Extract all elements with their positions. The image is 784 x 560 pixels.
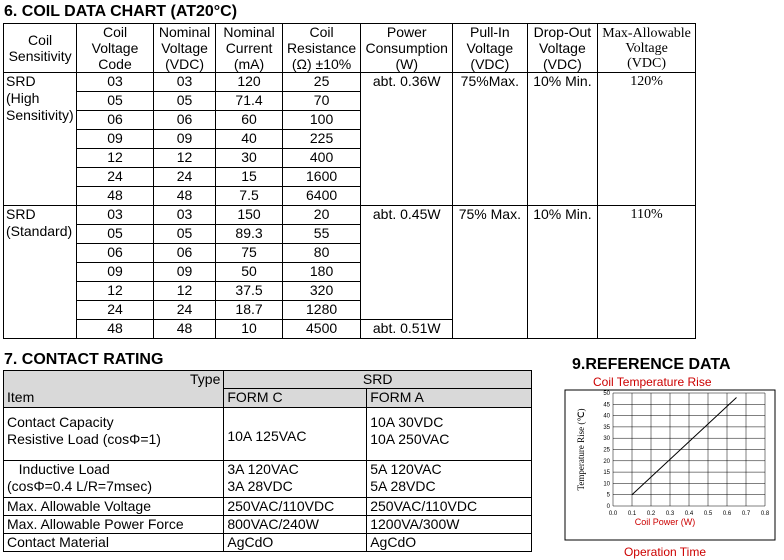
- contact-item-cell: [4, 497, 224, 515]
- contact-header-row-1: [4, 371, 532, 389]
- coil-header-line: Max-Allowable: [602, 25, 691, 41]
- contact-cell-line: AgCdO: [370, 533, 417, 550]
- y-axis-label: Temperature Rise (℃): [576, 408, 586, 491]
- maxallow-cell: 120%: [598, 73, 696, 206]
- coil-header-line: Power: [386, 24, 427, 40]
- form-a-value-cell: [367, 533, 532, 551]
- coil-voltage-code-cell: 05: [77, 92, 154, 111]
- coil-header-line: Voltage: [466, 40, 514, 56]
- coil-data-heading: 6. COIL DATA CHART (AT20°C): [4, 3, 238, 20]
- coil-group-name: [4, 73, 77, 206]
- nominal-current-cell: 120: [216, 73, 283, 92]
- coil-row: [4, 206, 696, 225]
- contact-row: [4, 460, 532, 497]
- coil-header-line: Coil: [28, 32, 53, 48]
- coil-voltage-code-cell: 48: [77, 187, 154, 206]
- coil-voltage-code-cell: 24: [77, 168, 154, 187]
- contact-cell-line: 1200VA/300W: [370, 515, 460, 532]
- nominal-voltage-cell: 03: [153, 206, 215, 225]
- contact-cell-line: 10A 30VDC: [370, 413, 444, 430]
- coil-resistance-cell: 320: [282, 282, 361, 301]
- coil-group-name: [4, 206, 77, 339]
- x-tick-label: 0.2: [646, 511, 656, 517]
- y-tick-label: 20: [603, 458, 610, 465]
- coil-header-line: Coil: [309, 24, 334, 40]
- coil-header-line: Voltage: [161, 40, 208, 56]
- coil-header-line: Voltage: [91, 40, 139, 56]
- nominal-current-cell: 89.3: [216, 225, 283, 244]
- contact-cell-line: AgCdO: [227, 533, 274, 550]
- reference-data-section: [557, 352, 784, 560]
- y-tick-label: 40: [603, 413, 610, 420]
- coil-header-line: (VDC): [542, 56, 582, 72]
- srd-label: SRD: [224, 371, 532, 389]
- nominal-current-cell: 15: [216, 168, 283, 187]
- coil-voltage-code-cell: 09: [77, 130, 154, 149]
- coil-resistance-cell: 4500: [282, 320, 361, 339]
- coil-voltage-code-cell: 24: [77, 301, 154, 320]
- contact-cell-line: Contact Capacity: [7, 413, 114, 430]
- coil-header-line: Voltage: [539, 40, 586, 56]
- contact-item-cell: [4, 515, 224, 533]
- contact-cell-line: Inductive Load: [7, 460, 110, 477]
- contact-item-cell: [4, 533, 224, 551]
- coil-resistance-cell: 25: [282, 73, 361, 92]
- maxallow-cell: 110%: [598, 206, 696, 339]
- form-a-value-cell: [367, 515, 532, 533]
- coil-voltage-code-cell: 03: [77, 206, 154, 225]
- coil-header-line: (W): [395, 56, 418, 72]
- dropout-cell: 10% Min.: [527, 73, 598, 206]
- coil-resistance-cell: 55: [282, 225, 361, 244]
- coil-header-line: (mA): [233, 56, 265, 72]
- coil-voltage-code-cell: 12: [77, 282, 154, 301]
- nominal-current-cell: 75: [216, 244, 283, 263]
- contact-header-row-2: [4, 389, 532, 408]
- contact-row: [4, 515, 532, 533]
- y-tick-label: 25: [603, 447, 610, 454]
- form-c-value-cell: [224, 407, 367, 460]
- coil-resistance-cell: 6400: [282, 187, 361, 206]
- coil-header-nominal_v: [153, 24, 215, 73]
- nominal-voltage-cell: 03: [153, 73, 215, 92]
- coil-header-line: (VDC): [165, 56, 204, 72]
- y-tick-label: 35: [603, 424, 610, 431]
- coil-group-name-line: SRD: [6, 206, 36, 222]
- contact-cell-line: 10A 125VAC: [227, 428, 307, 444]
- coil-group-name-line: (High: [6, 90, 40, 106]
- coil-header-maxallow: [598, 24, 696, 73]
- nominal-voltage-cell: 12: [153, 149, 215, 168]
- coil-resistance-cell: 1280: [282, 301, 361, 320]
- pullin-cell: 75% Max.: [453, 206, 528, 339]
- y-tick-label: 0: [606, 504, 610, 510]
- contact-row: [4, 497, 532, 515]
- coil-header-line: Current: [225, 40, 273, 56]
- coil-voltage-code-cell: 05: [77, 225, 154, 244]
- nominal-voltage-cell: 24: [153, 168, 215, 187]
- x-tick-label: 0.5: [703, 511, 713, 517]
- x-tick-label: 0.1: [627, 511, 637, 517]
- coil-voltage-code-cell: 09: [77, 263, 154, 282]
- chart-frame: [565, 390, 775, 540]
- coil-header-line: Resistance: [286, 40, 357, 56]
- nominal-current-cell: 40: [216, 130, 283, 149]
- contact-cell-line: Max. Allowable Power Force: [7, 515, 184, 532]
- coil-voltage-code-cell: 12: [77, 149, 154, 168]
- contact-item-cell: [4, 407, 224, 460]
- y-tick-label: 15: [603, 470, 610, 477]
- form-a-label: FORM A: [367, 389, 532, 408]
- nominal-voltage-cell: 06: [153, 244, 215, 263]
- nominal-voltage-cell: 05: [153, 92, 215, 111]
- contact-row: [4, 533, 532, 551]
- contact-cell-line: 3A 120VAC: [227, 460, 299, 477]
- nominal-current-cell: 71.4: [216, 92, 283, 111]
- nominal-voltage-cell: 24: [153, 301, 215, 320]
- item-label: Item: [4, 389, 224, 408]
- form-c-value-cell: [224, 460, 367, 497]
- contact-cell-line: 250VAC/110VDC: [227, 497, 335, 514]
- coil-header-code: [77, 24, 154, 73]
- dropout-cell: 10% Min.: [527, 206, 598, 339]
- coil-resistance-cell: 1600: [282, 168, 361, 187]
- power-consumption-cell: abt. 0.51W: [361, 320, 453, 339]
- nominal-current-cell: 150: [216, 206, 283, 225]
- contact-cell-line: 5A 120VAC: [370, 460, 442, 477]
- reference-data-heading: 9.REFERENCE DATA: [572, 356, 731, 373]
- coil-header-sensitivity: [4, 24, 77, 73]
- coil-header-pullin: [453, 24, 528, 73]
- nominal-voltage-cell: 12: [153, 282, 215, 301]
- coil-voltage-code-cell: 06: [77, 111, 154, 130]
- power-consumption-cell: abt. 0.36W: [361, 73, 453, 206]
- x-tick-label: 0.3: [665, 511, 675, 517]
- x-tick-label: 0.0: [608, 511, 618, 517]
- contact-rating-table: [3, 370, 532, 552]
- coil-voltage-code-cell: 48: [77, 320, 154, 339]
- coil-header-line: Nominal: [223, 24, 275, 40]
- temperature-rise-line: [632, 398, 737, 495]
- nominal-current-cell: 37.5: [216, 282, 283, 301]
- contact-cell-line: (cosΦ=0.4 L/R=7msec): [7, 477, 153, 494]
- contact-cell-line: 250VAC/110VDC: [370, 497, 478, 514]
- y-tick-label: 50: [603, 391, 610, 397]
- y-tick-label: 5: [606, 492, 610, 499]
- x-tick-label: 0.6: [722, 511, 732, 517]
- coil-header-line: Voltage: [625, 40, 668, 56]
- coil-resistance-cell: 70: [282, 92, 361, 111]
- nominal-current-cell: 30: [216, 149, 283, 168]
- contact-rating-heading: 7. CONTACT RATING: [4, 351, 164, 368]
- coil-header-line: (Ω) ±10%: [291, 56, 352, 72]
- nominal-voltage-cell: 05: [153, 225, 215, 244]
- coil-header-current: [216, 24, 283, 73]
- coil-resistance-cell: 20: [282, 206, 361, 225]
- y-tick-label: 45: [603, 402, 610, 409]
- contact-cell-line: 800VAC/240W: [227, 515, 319, 532]
- coil-resistance-cell: 225: [282, 130, 361, 149]
- coil-resistance-cell: 180: [282, 263, 361, 282]
- nominal-voltage-cell: 48: [153, 187, 215, 206]
- coil-header-line: Pull-In: [470, 24, 510, 40]
- coil-header-resistance: [282, 24, 361, 73]
- coil-header-line: Consumption: [365, 40, 448, 56]
- coil-group-name-line: SRD: [6, 73, 36, 89]
- coil-data-table: [3, 23, 696, 339]
- coil-group-name-line: Sensitivity): [6, 107, 74, 123]
- coil-voltage-code-cell: 03: [77, 73, 154, 92]
- power-consumption-cell: abt. 0.45W: [361, 206, 453, 320]
- coil-header-dropout: [527, 24, 598, 73]
- nominal-current-cell: 10: [216, 320, 283, 339]
- contact-cell-line: 10A 250VAC: [370, 430, 450, 447]
- form-a-value-cell: [367, 497, 532, 515]
- x-axis-label-secondary: Operation Time: [623, 545, 707, 559]
- coil-header-line: Sensitivity: [8, 48, 72, 64]
- contact-cell-line: Resistive Load (cosΦ=1): [7, 430, 161, 447]
- form-c-label: FORM C: [224, 389, 367, 408]
- coil-header-line: Drop-Out: [533, 24, 592, 40]
- coil-header-line: Nominal: [158, 24, 211, 40]
- coil-group-name-line: (Standard): [6, 223, 73, 239]
- coil-header-line: (VDC): [470, 56, 510, 72]
- contact-row: [4, 407, 532, 460]
- contact-item-cell: [4, 460, 224, 497]
- coil-row: [4, 73, 696, 92]
- nominal-voltage-cell: 09: [153, 130, 215, 149]
- coil-resistance-cell: 400: [282, 149, 361, 168]
- form-c-value-cell: [224, 497, 367, 515]
- contact-cell-line: 5A 28VDC: [370, 477, 436, 494]
- form-c-value-cell: [224, 533, 367, 551]
- form-a-value-cell: [367, 460, 532, 497]
- x-axis-label: Coil Power (W): [634, 517, 696, 527]
- coil-header-row: [4, 24, 696, 73]
- x-tick-label: 0.4: [684, 511, 694, 517]
- chart-title: Coil Temperature Rise: [593, 375, 712, 389]
- coil-resistance-cell: 100: [282, 111, 361, 130]
- coil-header-line: (VDC): [627, 55, 667, 71]
- x-tick-label: 0.8: [760, 511, 770, 517]
- type-label: Type: [4, 371, 224, 389]
- coil-header-line: Code: [98, 56, 132, 72]
- coil-resistance-cell: 80: [282, 244, 361, 263]
- nominal-voltage-cell: 06: [153, 111, 215, 130]
- form-c-value-cell: [224, 515, 367, 533]
- contact-cell-line: Max. Allowable Voltage: [7, 497, 151, 514]
- contact-cell-line: Contact Material: [7, 533, 109, 550]
- y-tick-label: 30: [603, 436, 610, 443]
- form-a-value-cell: [367, 407, 532, 460]
- y-tick-label: 10: [603, 481, 610, 488]
- nominal-voltage-cell: 09: [153, 263, 215, 282]
- nominal-current-cell: 18.7: [216, 301, 283, 320]
- contact-cell-line: 3A 28VDC: [227, 477, 293, 494]
- x-tick-label: 0.7: [741, 511, 751, 517]
- nominal-voltage-cell: 48: [153, 320, 215, 339]
- coil-voltage-code-cell: 06: [77, 244, 154, 263]
- nominal-current-cell: 7.5: [216, 187, 283, 206]
- pullin-cell: 75%Max.: [453, 73, 528, 206]
- nominal-current-cell: 60: [216, 111, 283, 130]
- coil-header-line: Coil: [102, 24, 128, 40]
- coil-header-power: [361, 24, 453, 73]
- nominal-current-cell: 50: [216, 263, 283, 282]
